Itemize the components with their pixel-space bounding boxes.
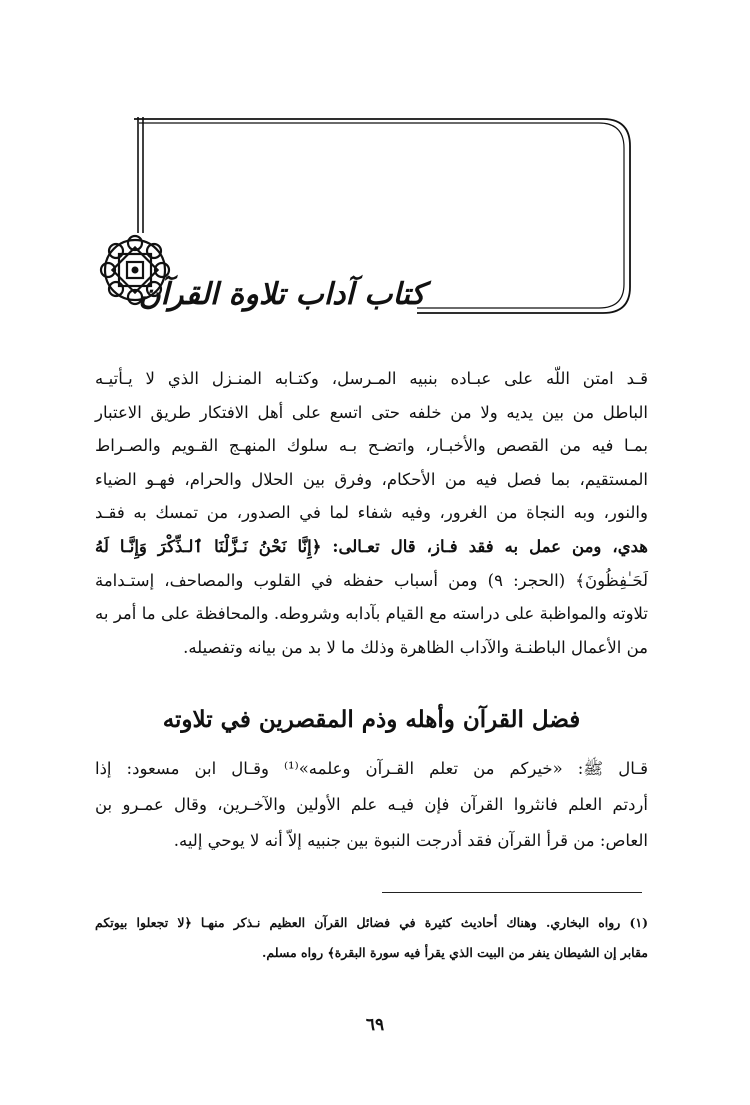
text-line: لَحَـٰفِظُونَ﴾ (الحجر: ٩) ومن أسباب حفظه في القلوب والمصاحف، إستـدامة: [95, 570, 648, 590]
text-line: بمـا فيه من القصص والأخبـار، واتضـح بـه سلوك المنهـج القـويم والصـراط: [95, 436, 648, 456]
intro-paragraph: [95, 362, 648, 664]
footnotes: [95, 908, 648, 968]
page-number: ٦٩: [365, 1015, 385, 1035]
chapter-title: كتاب آداب تلاوة القرآن: [138, 277, 425, 312]
text-line: الباطل من بين يديه ولا من خلفه حتى اتسع على أهل الافتكار طريق الاعتبار: [95, 402, 648, 422]
text-line-verse: هدي، ومن عمل به فقد فـاز، قال تعـالى: ﴿إِنَّا نَحْنُ نَـزَّلْنَا ٱلـذِّكْرَ وَإِنَّـا لَهُ: [95, 536, 648, 556]
text-line: تلاوته والمواظبة على دراسته مع القيام بآدابه وشروطه. والمحافظة على ما أمر به: [95, 604, 648, 624]
text-line: أردتم العلم فانثروا القرآن فإن فيـه علم الأولين والآخـرين، وقال عمـرو بن: [95, 795, 648, 814]
footnote-line: مقابر إن الشيطان ينفر من البيت الذي يقرأ فيه سورة البقرة﴾ رواه مسلم.: [262, 945, 648, 960]
section-heading: فضل القرآن وأهله وذم المقصرين في تلاوته: [162, 706, 581, 733]
text-line: العاص: من قرأ القرآن فقد أدرجت النبوة بين جنبيه إلاّ أنه لا يوحي إليه.: [173, 831, 648, 850]
footnote-line: (١) رواه البخاري. وهناك أحاديث كثيرة في فضائل القرآن العظيم نـذكر منهـا ﴿لا تجعلوا بيوتكم: [95, 915, 648, 930]
text-line: قـد امتن اللّه على عبـاده بنبيه المـرسل، وكتـابه المنـزل الذي لا يـأتيـه: [95, 369, 648, 388]
footnote-divider: [382, 892, 642, 893]
text-line: قـال ﷺ: «خيركم من تعلم القـرآن وعلمه»⁽¹⁾ وقـال ابن مسعود: إذا: [95, 759, 648, 778]
section-paragraph: [95, 751, 648, 859]
text-line: المستقيم، بما فصل فيه من الأحكام، وفرق بين الحلال والحرام، فهـو الضياء: [95, 469, 648, 489]
text-line: من الأعمال الباطنـة والآداب الظاهرة وذلك ما لا بد من بيانه وتفصيله.: [183, 637, 648, 657]
text-line: والنور، وبه النجاة من الغرور، وفيه شفاء لما في الصدور، من تمسك به فقـد: [95, 503, 648, 523]
